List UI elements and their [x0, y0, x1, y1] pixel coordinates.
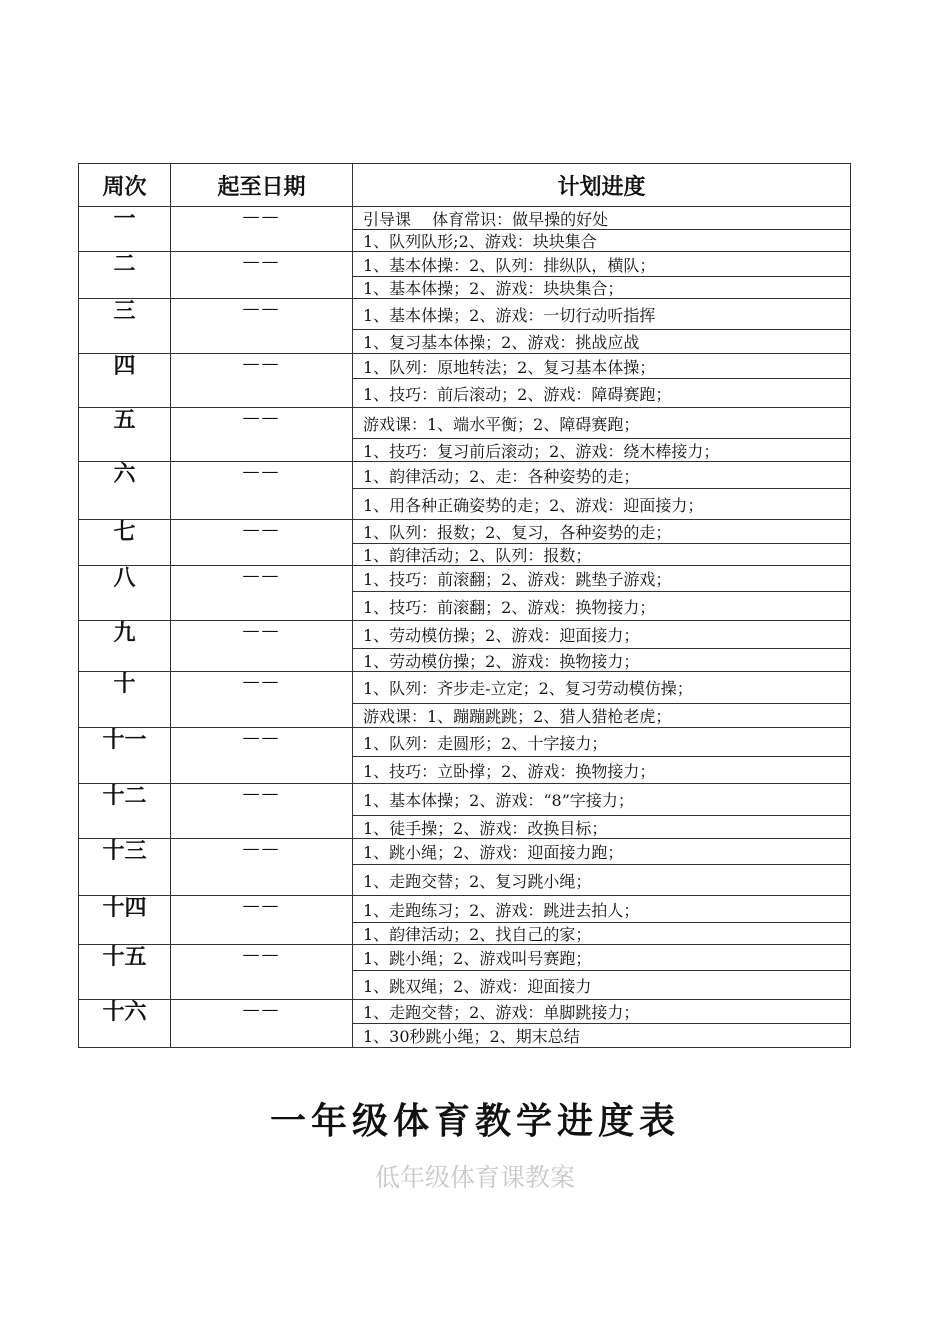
plan-line: 1、队列：走圆形；2、十字接力； — [363, 733, 608, 753]
plan-cell — [353, 207, 851, 252]
table-row — [79, 839, 851, 896]
plan-line: 1、队列队形;2、游戏：块块集合 — [353, 229, 850, 251]
plan-line: 1、用各种正确姿势的走；2、游戏：迎面接力； — [353, 488, 850, 519]
week-cell: 七 — [79, 520, 171, 566]
date-range-cell: —— — [171, 839, 353, 896]
week-cell: 五 — [79, 408, 171, 462]
plan-cell — [353, 462, 851, 520]
week-cell: 十五 — [79, 945, 171, 1000]
week-cell: 十二 — [79, 784, 171, 839]
week-cell: 十三 — [79, 839, 171, 896]
plan-cell — [353, 728, 851, 784]
date-range-cell: —— — [171, 672, 353, 728]
plan-line: 引导课 体育常识：做早操的好处 — [363, 209, 609, 229]
plan-line: 1、跳小绳；2、游戏：迎面接力跑； — [363, 843, 624, 862]
plan-line: 1、劳动模仿操；2、游戏：换物接力； — [353, 648, 850, 671]
table-row — [79, 252, 851, 299]
week-cell: 九 — [79, 621, 171, 672]
date-range-cell: —— — [171, 462, 353, 520]
date-range-cell: —— — [171, 408, 353, 462]
plan-line: 1、劳动模仿操；2、游戏：迎面接力； — [363, 626, 640, 645]
plan-line: 1、走跑交替；2、游戏：单脚跳接力； — [363, 1003, 640, 1022]
plan-line: 1、基本体操；2、游戏：“8”字接力； — [363, 791, 634, 810]
table-row — [79, 896, 851, 945]
plan-line: 1、跳小绳；2、游戏叫号赛跑； — [363, 949, 592, 968]
plan-line: 1、技巧：前滚翻；2、游戏：换物接力； — [353, 591, 850, 620]
plan-cell — [353, 299, 851, 354]
header-week: 周次 — [79, 164, 171, 207]
table-row — [79, 945, 851, 1000]
plan-cell — [353, 839, 851, 896]
plan-cell — [353, 945, 851, 1000]
plan-line: 1、复习基本体操；2、游戏：挑战应战 — [353, 329, 850, 353]
plan-line: 1、技巧：前后滚动；2、游戏：障碍赛跑； — [353, 378, 850, 407]
week-cell: 二 — [79, 252, 171, 299]
plan-line: 1、技巧：前滚翻；2、游戏：跳垫子游戏； — [363, 570, 672, 589]
date-range-cell: —— — [171, 1000, 353, 1048]
plan-line: 1、技巧：复习前后滚动；2、游戏：绕木棒接力； — [353, 438, 850, 461]
week-cell: 十四 — [79, 896, 171, 945]
plan-cell — [353, 621, 851, 672]
week-cell: 八 — [79, 566, 171, 621]
plan-line: 1、跳双绳；2、游戏：迎面接力 — [353, 970, 850, 999]
plan-line: 游戏课：1、端水平衡；2、障碍赛跑； — [363, 414, 640, 434]
plan-line: 1、徒手操；2、游戏：改换目标； — [353, 815, 850, 838]
plan-cell — [353, 520, 851, 566]
document-title: 一年级体育教学进度表 — [269, 1101, 680, 1142]
header-row — [79, 164, 851, 207]
table-row — [79, 566, 851, 621]
date-range-cell: —— — [171, 520, 353, 566]
schedule-body — [79, 207, 851, 1048]
plan-line: 1、基本体操；2、游戏：一切行动听指挥 — [363, 305, 656, 325]
table-row — [79, 1000, 851, 1048]
date-range-cell: —— — [171, 896, 353, 945]
date-range-cell: —— — [171, 252, 353, 299]
plan-line: 1、韵律活动；2、队列：报数； — [353, 543, 850, 565]
date-range-cell: —— — [171, 566, 353, 621]
plan-cell — [353, 672, 851, 728]
date-range-cell: —— — [171, 354, 353, 408]
watermark-text: 低年级体育课教案 — [374, 1163, 575, 1192]
plan-cell — [353, 252, 851, 299]
date-range-cell: —— — [171, 784, 353, 839]
table-row — [79, 354, 851, 408]
table-row — [79, 408, 851, 462]
plan-line: 1、韵律活动；2、找自己的家； — [353, 922, 850, 944]
plan-line: 1、韵律活动；2、走：各种姿势的走； — [363, 466, 640, 486]
plan-cell — [353, 566, 851, 621]
plan-cell — [353, 784, 851, 839]
plan-line: 1、技巧：立卧撑；2、游戏：换物接力； — [353, 756, 850, 783]
table-row — [79, 520, 851, 566]
plan-line: 1、队列：齐步走-立定；2、复习劳动模仿操； — [363, 679, 693, 698]
week-cell: 十六 — [79, 1000, 171, 1048]
schedule-table — [78, 163, 851, 1048]
plan-line: 1、30秒跳小绳；2、期末总结 — [353, 1023, 850, 1047]
table-row — [79, 207, 851, 252]
header-dates: 起至日期 — [171, 164, 353, 207]
week-cell: 六 — [79, 462, 171, 520]
plan-line: 1、走跑练习；2、游戏：跳进去拍人； — [363, 900, 640, 920]
date-range-cell: —— — [171, 207, 353, 252]
plan-cell — [353, 408, 851, 462]
date-range-cell: —— — [171, 299, 353, 354]
week-cell: 一 — [79, 207, 171, 252]
plan-cell — [353, 1000, 851, 1048]
table-row — [79, 621, 851, 672]
week-cell: 四 — [79, 354, 171, 408]
week-cell: 十一 — [79, 728, 171, 784]
date-range-cell: —— — [171, 621, 353, 672]
week-cell: 十 — [79, 672, 171, 728]
plan-line: 1、基本体操；2、游戏：块块集合； — [353, 276, 850, 298]
header-plan: 计划进度 — [353, 164, 851, 207]
plan-line: 1、队列：报数；2、复习，各种姿势的走； — [363, 523, 672, 542]
date-range-cell: —— — [171, 728, 353, 784]
table-row — [79, 728, 851, 784]
plan-line: 游戏课：1、蹦蹦跳跳；2、猎人猎枪老虎； — [353, 703, 850, 727]
plan-line: 1、走跑交替；2、复习跳小绳； — [353, 864, 850, 895]
date-range-cell: —— — [171, 945, 353, 1000]
plan-cell — [353, 354, 851, 408]
table-row — [79, 462, 851, 520]
plan-line: 1、队列：原地转法；2、复习基本体操； — [363, 357, 656, 377]
table-row — [79, 784, 851, 839]
plan-cell — [353, 896, 851, 945]
week-cell: 三 — [79, 299, 171, 354]
table-row — [79, 672, 851, 728]
table-row — [79, 299, 851, 354]
plan-line: 1、基本体操：2、队列：排纵队，横队； — [363, 255, 656, 275]
